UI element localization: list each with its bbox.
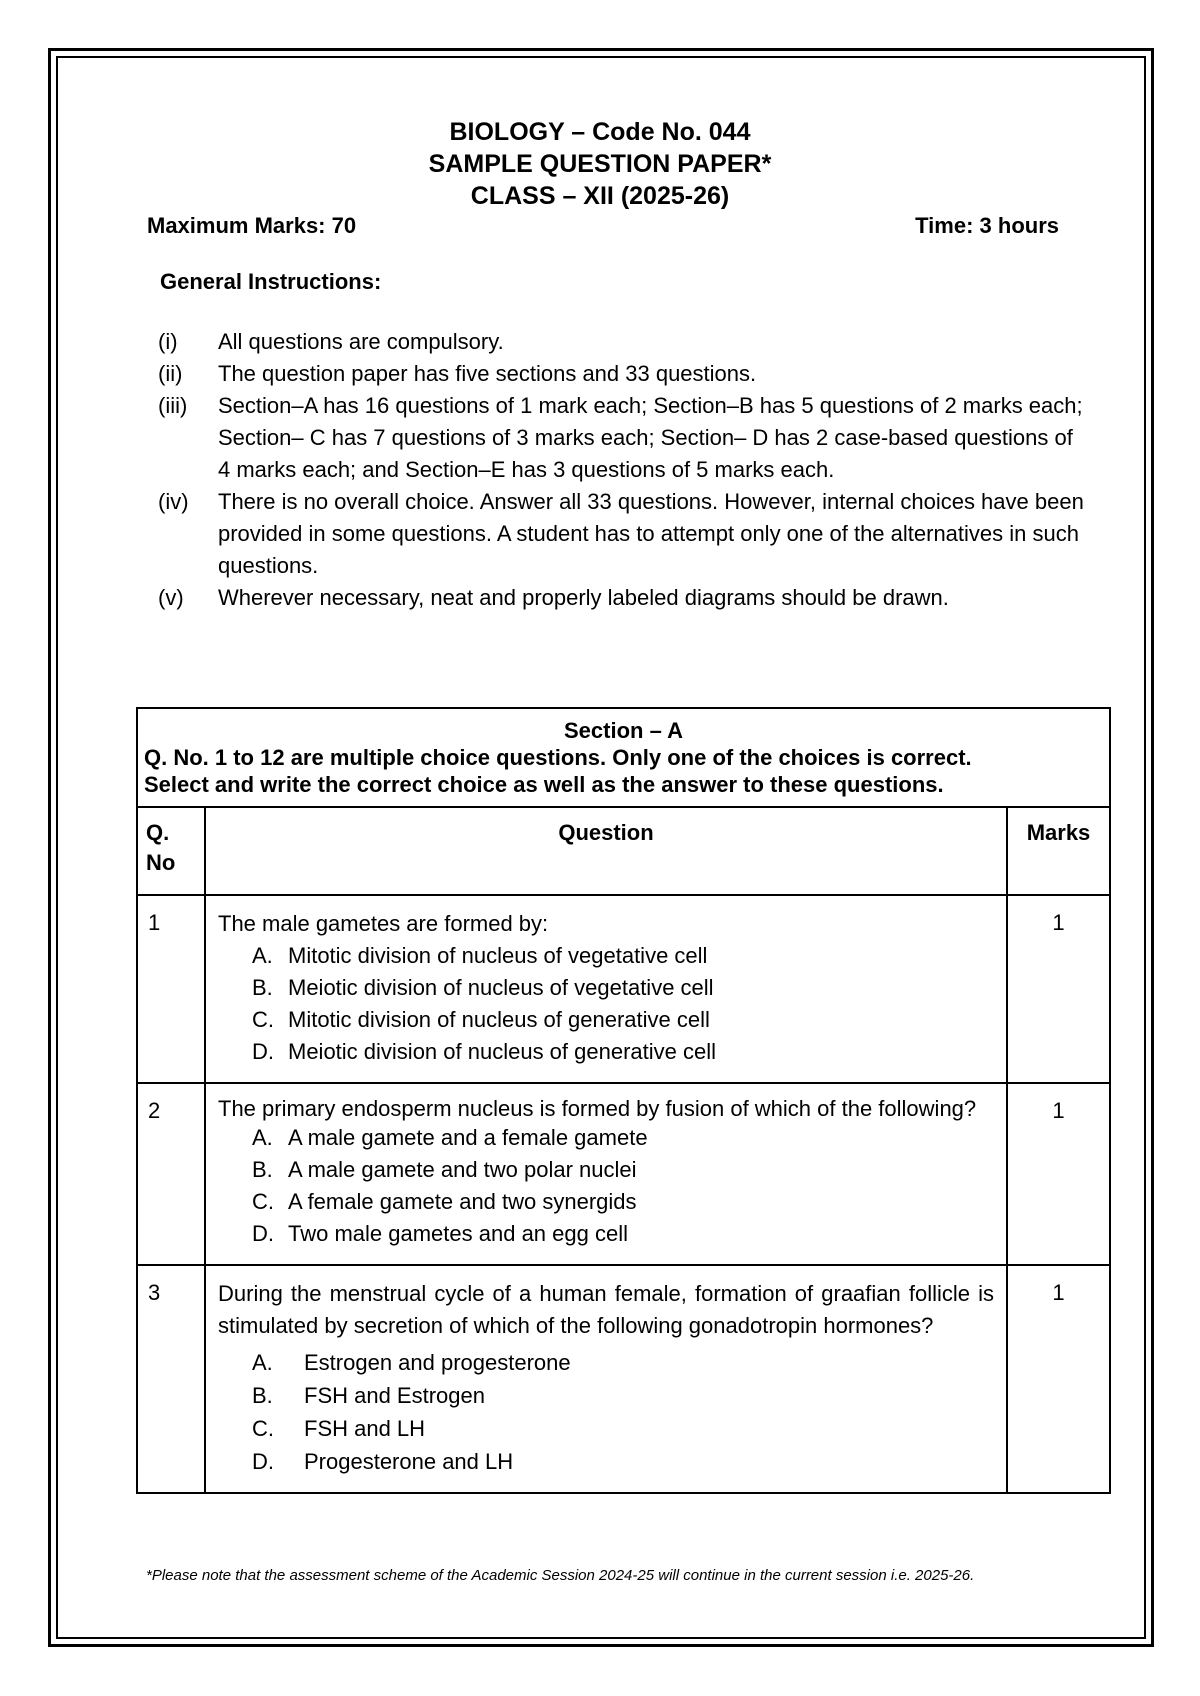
question-stem: During the menstrual cycle of a human female, formation of graafian follicle is stimulated by secretion of which of the following gonadotropin hormones? [218, 1281, 994, 1338]
option-letter: A. [252, 1350, 273, 1375]
column-header-question: Question [205, 807, 1007, 895]
question-marks: 1 [1007, 1083, 1110, 1265]
question-cell [205, 1265, 1007, 1493]
question-number: 1 [137, 895, 205, 1083]
option-letter: B. [252, 975, 273, 1000]
instruction-item [158, 390, 1088, 486]
option-text: FSH and LH [304, 1416, 426, 1441]
paper-title: BIOLOGY – Code No. 044 [449, 118, 751, 146]
option-item [252, 1154, 994, 1186]
meta-row [147, 213, 1059, 239]
option-text: A male gamete and a female gamete [288, 1125, 648, 1150]
option-letter: C. [252, 1189, 274, 1214]
instruction-text: The question paper has five sections and 33 questions. [218, 361, 757, 386]
question-stem: The male gametes are formed by: [218, 911, 549, 936]
question-marks: 1 [1007, 1265, 1110, 1493]
options-list [218, 940, 994, 1068]
option-item [252, 1122, 994, 1154]
option-item [252, 1004, 994, 1036]
question-cell [205, 1083, 1007, 1265]
option-item [252, 1218, 994, 1250]
column-header-marks: Marks [1007, 807, 1110, 895]
question-number: 3 [137, 1265, 205, 1493]
option-letter: A. [252, 1125, 273, 1150]
paper-subtitle: SAMPLE QUESTION PAPER* [428, 150, 772, 178]
option-text: Meiotic division of nucleus of vegetative cell [288, 975, 714, 1000]
option-letter: C. [252, 1007, 274, 1032]
instruction-text: Section–A has 16 questions of 1 mark each; Section–B has 5 questions of 2 marks each; Section– C has 7 questions of 3 marks each; Section– D has 2 case-based questions of 4 marks each; and Section–E has 3 questions of 5 marks each. [218, 393, 1083, 482]
option-letter: D. [252, 1039, 274, 1064]
section-title: Section – A [564, 718, 683, 743]
section-instruction-line: Select and write the correct choice as well as the answer to these questions. [144, 772, 944, 797]
footnote: *Please note that the assessment scheme of the Academic Session 2024-25 will continue in the current session i.e. 2025-26. [146, 1567, 975, 1584]
option-text: FSH and Estrogen [304, 1383, 485, 1408]
question-row [137, 1265, 1110, 1493]
section-header [137, 708, 1110, 807]
question-marks: 1 [1007, 895, 1110, 1083]
instruction-text: Wherever necessary, neat and properly labeled diagrams should be drawn. [218, 585, 949, 610]
instruction-item [158, 582, 1088, 614]
option-text: Mitotic division of nucleus of vegetative cell [288, 943, 708, 968]
question-cell [205, 895, 1007, 1083]
option-item [252, 940, 994, 972]
option-letter: D. [252, 1221, 274, 1246]
time-allowed: Time: 3 hours [915, 213, 1059, 238]
column-header-qno: Q. No [137, 807, 205, 895]
class-line: CLASS – XII (2025-26) [470, 182, 730, 210]
instruction-text: There is no overall choice. Answer all 33 questions. However, internal choices have been provided in some questions. A student has to attempt only one of the alternatives in such questions. [218, 489, 1084, 578]
instruction-text: All questions are compulsory. [218, 329, 504, 354]
option-text: Two male gametes and an egg cell [288, 1221, 628, 1246]
option-item [252, 1186, 994, 1218]
table-header-row [137, 807, 1110, 895]
option-item [252, 1346, 994, 1379]
option-text: A male gamete and two polar nuclei [288, 1157, 637, 1182]
option-text: Progesterone and LH [304, 1449, 514, 1474]
instruction-number: (iii) [158, 393, 188, 418]
question-number: 2 [137, 1083, 205, 1265]
option-letter: D. [252, 1449, 274, 1474]
option-letter: C. [252, 1416, 274, 1441]
options-list [218, 1342, 994, 1478]
instructions-heading: General Instructions: [160, 269, 382, 294]
instruction-number: (iv) [158, 489, 189, 514]
option-text: Estrogen and progesterone [304, 1350, 571, 1375]
option-letter: A. [252, 943, 273, 968]
section-header-row [137, 708, 1110, 807]
option-item [252, 972, 994, 1004]
instruction-item [158, 326, 1088, 358]
option-text: A female gamete and two synergids [288, 1189, 637, 1214]
options-list [218, 1122, 994, 1250]
option-item [252, 1445, 994, 1478]
question-stem: The primary endosperm nucleus is formed by fusion of which of the following? [218, 1096, 977, 1121]
questions-table [136, 707, 1111, 1494]
section-instruction-line: Q. No. 1 to 12 are multiple choice questions. Only one of the choices is correct. [144, 745, 972, 770]
option-item [252, 1036, 994, 1068]
title-block [0, 116, 1200, 212]
instruction-number: (i) [158, 329, 178, 354]
max-marks: Maximum Marks: 70 [147, 213, 357, 238]
instruction-number: (ii) [158, 361, 183, 386]
instruction-item [158, 486, 1088, 582]
instructions-list [158, 326, 1088, 614]
option-text: Mitotic division of nucleus of generative cell [288, 1007, 710, 1032]
option-item [252, 1379, 994, 1412]
instruction-number: (v) [158, 585, 184, 610]
question-row [137, 1083, 1110, 1265]
option-item [252, 1412, 994, 1445]
option-letter: B. [252, 1383, 273, 1408]
instruction-item [158, 358, 1088, 390]
question-row [137, 895, 1110, 1083]
option-letter: B. [252, 1157, 273, 1182]
option-text: Meiotic division of nucleus of generative cell [288, 1039, 717, 1064]
